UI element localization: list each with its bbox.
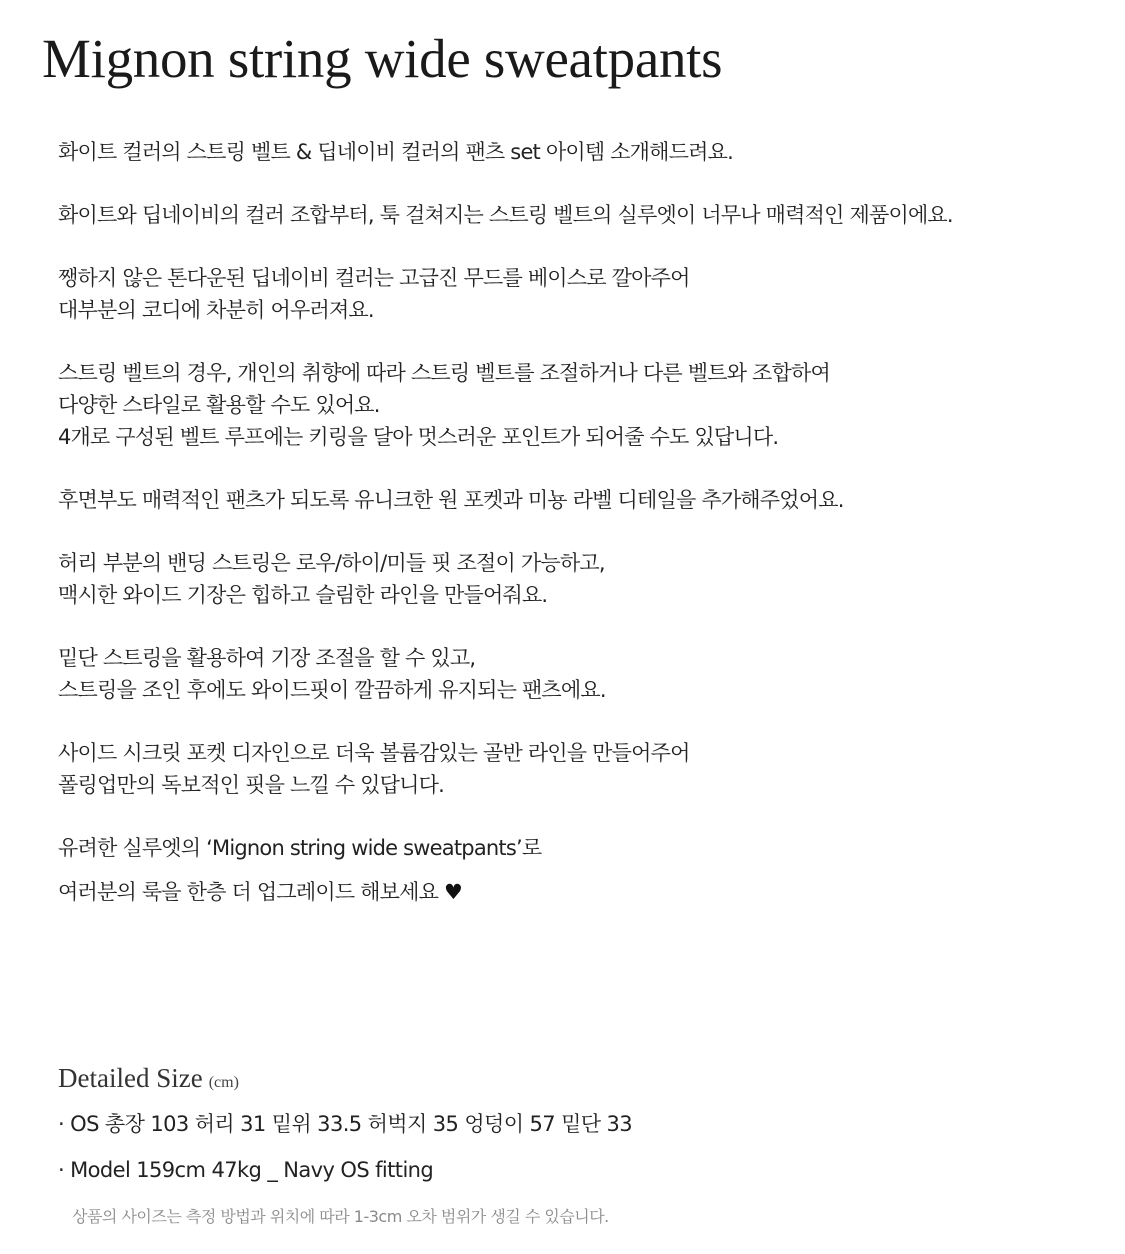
description-line: 폴링업만의 독보적인 핏을 느낄 수 있답니다. [58,773,444,797]
product-description [58,136,1098,908]
description-line: 스트링 벨트의 경우, 개인의 취향에 따라 스트링 벨트를 조절하거나 다른 벨트와 조합하여 [58,361,830,385]
paragraph-spacer [58,168,1098,199]
paragraph-spacer [58,231,1098,262]
description-line: 밑단 스트링을 활용하여 기장 조절을 할 수 있고, [58,646,476,670]
description-line: 4개로 구성된 벨트 루프에는 키링을 달아 멋스러운 포인트가 되어줄 수도 있답니다. [58,425,779,449]
description-line: 다양한 스타일로 활용할 수도 있어요. [58,393,380,417]
line-spacer [58,864,1098,876]
description-line: 쨍하지 않은 톤다운된 딥네이비 컬러는 고급진 무드를 베이스로 깔아주어 [58,266,690,290]
description-closing-line [58,876,1098,908]
size-heading [58,1060,1098,1101]
description-line: 스트링을 조인 후에도 와이드핏이 깔끔하게 유지되는 팬츠에요. [58,678,606,702]
product-title: Mignon string wide sweatpants [42,28,723,89]
description-paragraph: 화이트와 딥네이비의 컬러 조합부터, 툭 걸쳐지는 스트링 벨트의 실루엣이 너무나 매력적인 제품이에요. [58,203,953,227]
description-line: 사이드 시크릿 포켓 디자인으로 더욱 볼륨감있는 골반 라인을 만들어주어 [58,741,690,765]
paragraph-spacer [58,516,1098,547]
description-line: 대부분의 코디에 차분히 어우러져요. [58,298,374,322]
size-unit: (cm) [208,1074,239,1091]
closing-text: 여러분의 룩을 한층 더 업그레이드 해보세요 [58,880,439,904]
description-line: 맥시한 와이드 기장은 힙하고 슬림한 라인을 만들어줘요. [58,583,548,607]
size-row-os: · OS 총장 103 허리 31 밑위 33.5 허벅지 35 엉덩이 57 밑단 33 [58,1112,633,1136]
size-row-model: · Model 159cm 47kg _ Navy OS fitting [58,1158,434,1182]
paragraph-spacer [58,706,1098,737]
detailed-size-section [58,1060,1098,1229]
paragraph-spacer [58,611,1098,642]
paragraph-spacer [58,801,1098,832]
description-paragraph: 후면부도 매력적인 팬츠가 되도록 유니크한 원 포켓과 미뇽 라벨 디테일을 추가해주었어요. [58,488,844,512]
size-heading-text: Detailed Size [58,1063,203,1093]
heart-icon: ♥ [444,880,463,904]
paragraph-spacer [58,453,1098,484]
paragraph-spacer [58,326,1098,357]
description-line: 유려한 실루엣의 ‘Mignon string wide sweatpants’로 [58,836,542,860]
size-disclaimer: 상품의 사이즈는 측정 방법과 위치에 따라 1-3cm 오차 범위가 생길 수 있습니다. [72,1207,609,1226]
description-paragraph: 화이트 컬러의 스트링 벨트 & 딥네이비 컬러의 팬츠 set 아이템 소개해드려요. [58,140,733,164]
description-line: 허리 부분의 밴딩 스트링은 로우/하이/미들 핏 조절이 가능하고, [58,551,605,575]
